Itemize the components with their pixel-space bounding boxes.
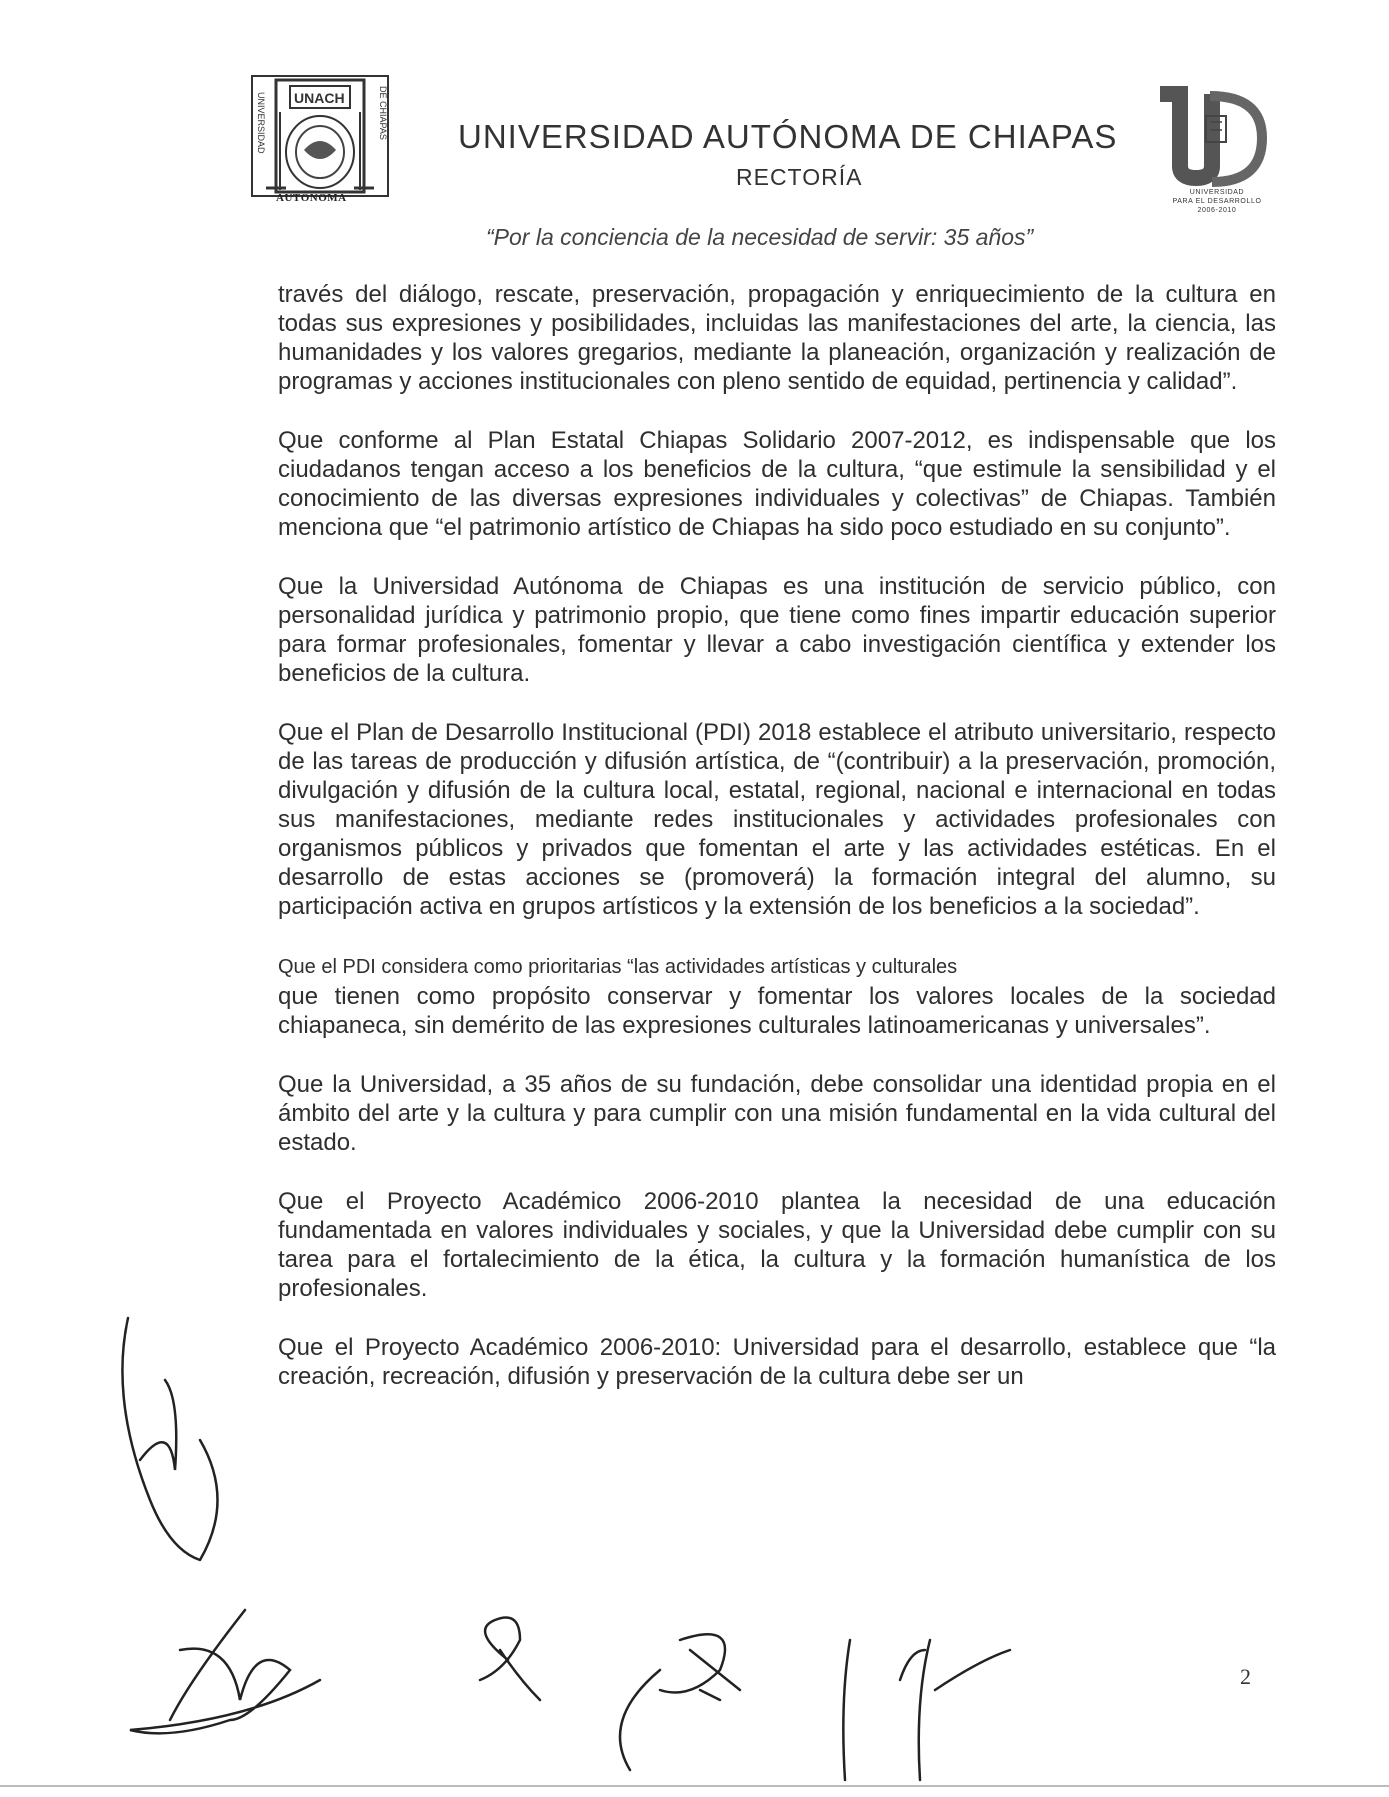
seal-caption: AUTÓNOMA xyxy=(276,192,347,204)
seal-side-right: DE CHIAPAS xyxy=(378,86,388,140)
signature-3 xyxy=(620,1634,740,1770)
ud-caption-line: UNIVERSIDAD xyxy=(1189,189,1245,196)
signature-1 xyxy=(130,1610,320,1733)
paragraph: Que conforme al Plan Estatal Chiapas Solidario 2007-2012, es indispensable que los ciudadanos tengan acceso a los beneficios de la cultura, “que estimule la sensibilidad y el conocimiento de las diversas expresiones individuales y colectivas” de Chiapas. También menciona que “el patrimonio artístico de Chiapas ha sido poco estudiado en su conjunto”. xyxy=(278,427,1276,541)
paragraph: Que el Proyecto Académico 2006-2010: Universidad para el desarrollo, establece que “la creación, recreación, difusión y preservación de la cultura debe ser un xyxy=(278,1334,1276,1390)
ud-caption-line: PARA EL DESARROLLO xyxy=(1172,198,1262,205)
signature-margin xyxy=(122,1318,217,1560)
signature-4 xyxy=(843,1640,850,1780)
scan-edge xyxy=(0,1785,1389,1787)
university-title: UNIVERSIDAD AUTÓNOMA DE CHIAPAS xyxy=(458,118,1118,155)
paragraph: Que el Plan de Desarrollo Institucional (PDI) 2018 establece el atributo universitario, respecto de las tareas de producción y difusión artística, de “(contribuir) a la preservación, promoción, divulgación y difusión de la cultura local, estatal, regional, nacional e internacional en todas sus manifestaciones, mediante redes institucionales y actividades profesionales con organismos públicos y privados que fomentan el arte y las actividades estéticas. En el desarrollo de estas acciones se (promoverá) la formación integral del alumno, su participación activa en grupos artísticos y la extensión de los beneficios a la sociedad”. xyxy=(278,719,1276,920)
paragraph-text: que tienen como propósito conservar y fomentar los valores locales de la sociedad chiapaneca, sin demérito de las expresiones culturales latinoamericanas y universales”. xyxy=(278,983,1276,1039)
unach-seal-icon xyxy=(250,72,390,202)
office-title: RECTORÍA xyxy=(736,164,863,190)
motto: “Por la conciencia de la necesidad de servir: 35 años” xyxy=(486,224,1034,250)
ud-logo-caption xyxy=(1150,188,1284,215)
page-number: 2 xyxy=(1240,1664,1251,1689)
ud-caption-line: 2006-2010 xyxy=(1197,207,1237,214)
paragraph: Que la Universidad Autónoma de Chiapas es una institución de servicio público, con personalidad jurídica y patrimonio propio, que tiene como fines impartir educación superior para formar profesionales, fomentar y llevar a cabo investigación científica y extender los beneficios de la cultura. xyxy=(278,573,1276,687)
paragraph: Que la Universidad, a 35 años de su fundación, debe consolidar una identidad propia en el ámbito del arte y la cultura y para cumplir con una misión fundamental en la vida cultural del estado. xyxy=(278,1071,1276,1156)
paragraph-lead: Que el PDI considera como prioritarias “las actividades artísticas y culturales xyxy=(278,956,958,978)
signature-2 xyxy=(480,1618,540,1701)
document-body xyxy=(278,280,1276,1421)
paragraph: través del diálogo, rescate, preservación, propagación y enriquecimiento de la cultura en todas sus expresiones y posibilidades, incluidas las manifestaciones del arte, la ciencia, las humanidades y los valores gregarios, mediante la planeación, organización y realización de programas y acciones institucionales con pleno sentido de equidad, pertinencia y calidad”. xyxy=(278,281,1276,395)
paragraph xyxy=(278,951,1276,1040)
seal-side-left: UNIVERSIDAD xyxy=(256,92,266,154)
signature-5 xyxy=(900,1640,1010,1780)
ud-logo-icon xyxy=(1150,86,1280,196)
paragraph: Que el Proyecto Académico 2006-2010 plantea la necesidad de una educación fundamentada en valores individuales y sociales, y que la Universidad debe cumplir con su tarea para el fortalecimiento de la ética, la cultura y la formación humanística de los profesionales. xyxy=(278,1188,1276,1302)
seal-monogram: UNACH xyxy=(294,90,345,106)
